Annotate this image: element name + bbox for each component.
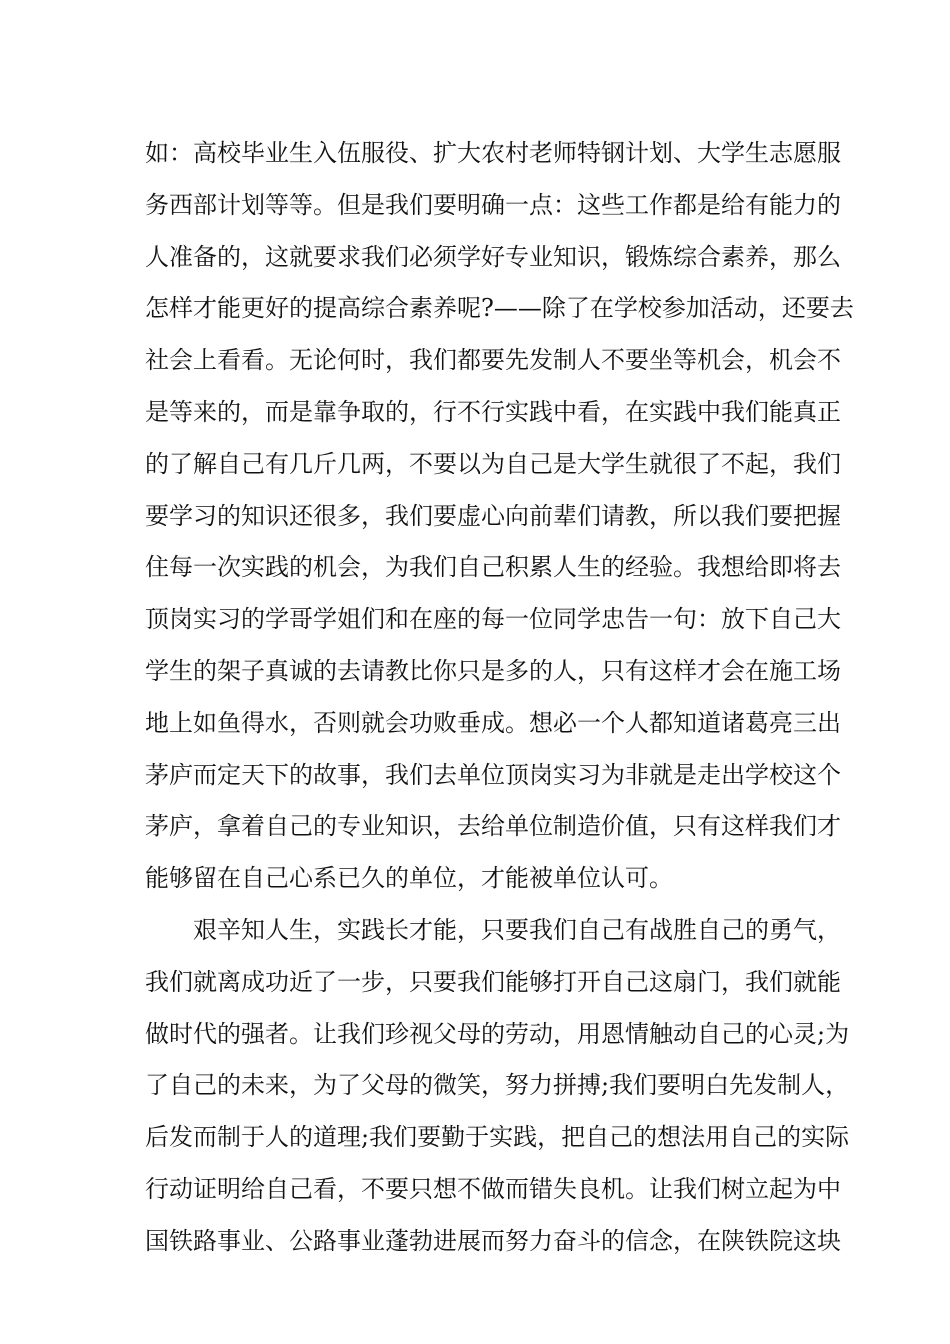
paragraph-1	[145, 128, 854, 905]
text-line: 地上如鱼得水，否则就会功败垂成。想必一个人都知道诸葛亮三出	[145, 708, 841, 737]
text-line: 社会上看看。无论何时，我们都要先发制人不要坐等机会，机会不	[145, 346, 841, 375]
text-line: 做时代的强者。让我们珍视父母的劳动，用恩情触动自己的心灵;为	[145, 1019, 850, 1048]
text-line: 了自己的未来，为了父母的微笑，努力拼搏;我们要明白先发制人，	[145, 1071, 850, 1100]
text-line: 的了解自己有几斤几两，不要以为自己是大学生就很了不起，我们	[145, 449, 841, 478]
text-line: 茅庐，拿着自己的专业知识，去给单位制造价值，只有这样我们才	[145, 812, 841, 841]
text-line: 务西部计划等等。但是我们要明确一点：这些工作都是给有能力的	[145, 190, 841, 219]
text-line: 后发而制于人的道理;我们要勤于实践，把自己的想法用自己的实际	[145, 1123, 850, 1152]
text-line: 顶岗实习的学哥学姐们和在座的每一位同学忠告一句：放下自己大	[145, 605, 841, 634]
text-line: 能够留在自己心系已久的单位，才能被单位认可。	[145, 864, 673, 893]
text-line: 要学习的知识还很多，我们要虚心向前辈们请教，所以我们要把握	[145, 501, 841, 530]
text-line: 住每一次实践的机会，为我们自己积累人生的经验。我想给即将去	[145, 553, 841, 582]
text-line: 国铁路事业、公路事业蓬勃进展而努力奋斗的信念，在陕铁院这块	[145, 1226, 841, 1255]
document-body	[145, 128, 854, 1268]
text-line: 学生的架子真诚的去请教比你只是多的人，只有这样才会在施工场	[145, 656, 841, 685]
text-line: 行动证明给自己看，不要只想不做而错失良机。让我们树立起为中	[145, 1174, 841, 1203]
paragraph-2	[145, 905, 850, 1268]
text-line: 如：高校毕业生入伍服役、扩大农村老师特钢计划、大学生志愿服	[145, 139, 841, 167]
text-line: 艰辛知人生，实践长才能，只要我们自己有战胜自己的勇气，	[193, 915, 841, 944]
text-line: 是等来的，而是靠争取的，行不行实践中看，在实践中我们能真正	[145, 397, 841, 426]
text-line: 人准备的，这就要求我们必须学好专业知识，锻炼综合素养，那么	[145, 242, 841, 271]
text-line: 我们就离成功近了一步，只要我们能够打开自己这扇门，我们就能	[145, 967, 841, 996]
text-line: 茅庐而定天下的故事，我们去单位顶岗实习为非就是走出学校这个	[145, 760, 841, 789]
text-line: 怎样才能更好的提高综合素养呢?——除了在学校参加活动，还要去	[145, 294, 854, 323]
